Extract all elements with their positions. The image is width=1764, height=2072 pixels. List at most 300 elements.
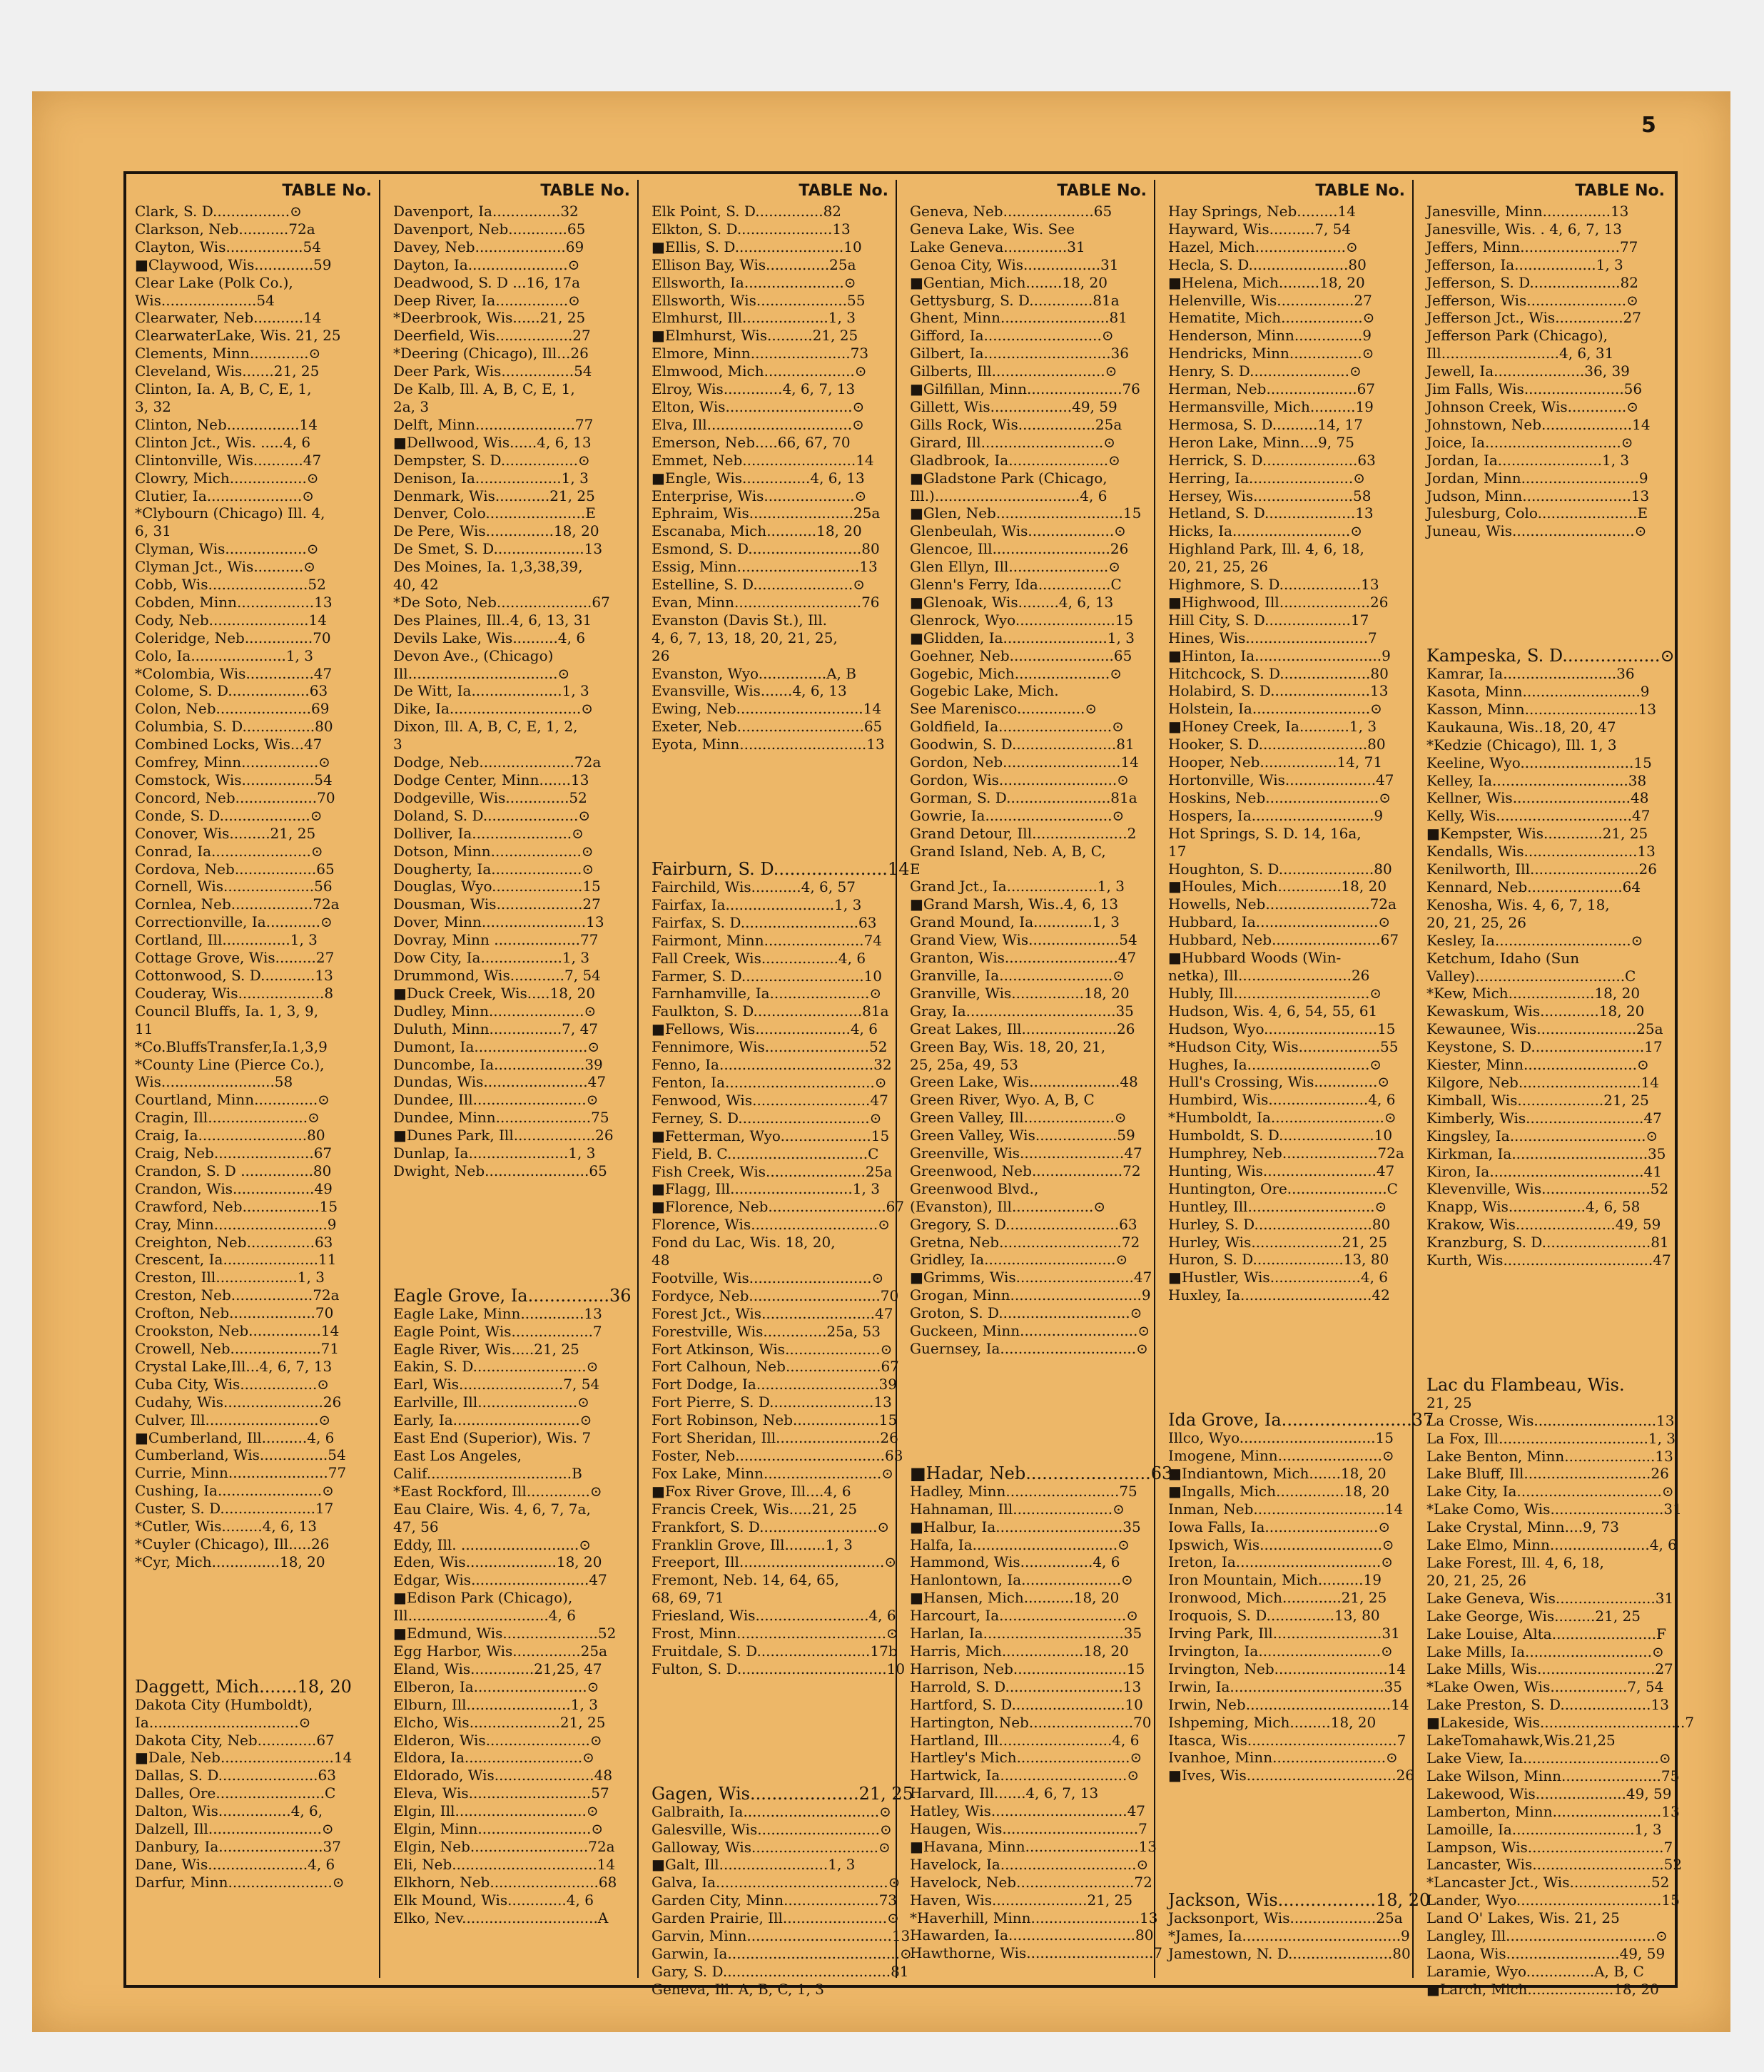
station-entry: Essig, Minn...........................13	[652, 558, 878, 576]
station-entry: 68, 69, 71	[652, 1589, 724, 1607]
station-entry: E	[910, 860, 921, 878]
station-entry: Ironwood, Mich.............21, 25	[1168, 1589, 1387, 1607]
station-entry: La Crosse, Wis...........................13	[1426, 1411, 1675, 1429]
station-entry: Dodgeville, Wis..............52	[393, 788, 587, 806]
station-entry: *Haverhill, Minn........................13	[910, 1909, 1158, 1926]
station-entry: Jackson, Wis..................18, 20	[1168, 1890, 1431, 1911]
station-entry: Fairfax, Ia........................1, 3	[652, 895, 862, 913]
station-entry: Clear Lake (Polk Co.),	[135, 273, 293, 291]
station-entry: De Smet, S. D....................13	[393, 540, 603, 558]
station-entry: Dakota City, Neb.............67	[135, 1731, 335, 1749]
station-entry: Gordon, Wis..........................⊙	[910, 771, 1129, 788]
station-entry: Dudley, Minn.....................⊙	[393, 1002, 597, 1020]
station-entry: Lake Crystal, Minn....9, 73	[1426, 1518, 1619, 1536]
station-entry: Kamrar, Ia.........................36	[1426, 665, 1635, 683]
station-entry: Hartland, Ill.........................4, 6	[910, 1731, 1140, 1749]
station-entry: Hunting, Wis.........................47	[1168, 1162, 1395, 1179]
station-entry: Dover, Minn.......................13	[393, 913, 604, 931]
station-entry: Ia.................................⊙	[135, 1713, 311, 1731]
station-entry: Lake Forest, Ill. 4, 6, 18,	[1426, 1554, 1604, 1571]
station-entry: Jefferson, S. D....................82	[1426, 273, 1638, 291]
station-entry: Lac du Flambeau, Wis.	[1426, 1374, 1625, 1395]
station-entry: Gogebic Lake, Mich.	[910, 682, 1059, 700]
station-entry: Kenilworth, Ill........................26	[1426, 860, 1657, 878]
station-entry: Hull's Crossing, Wis..............⊙	[1168, 1073, 1390, 1091]
station-entry: *Cutler, Wis.........4, 6, 13	[135, 1518, 317, 1535]
station-entry: Elkton, S. D.....................13	[652, 220, 851, 238]
station-entry: Juneau, Wis...........................⊙	[1426, 522, 1647, 540]
station-entry: Council Bluffs, Ia. 1, 3, 9,	[135, 1002, 319, 1020]
station-entry: Fordyce, Neb.............................70	[652, 1286, 899, 1304]
station-entry: Dundas, Wis.......................47	[393, 1073, 607, 1091]
station-entry: Elva, Ill................................⊙	[652, 415, 864, 433]
station-entry: ■Glidden, Ia.......................1, 3	[910, 629, 1135, 646]
station-entry: Crystal Lake,Ill...4, 6, 7, 13	[135, 1357, 333, 1375]
station-entry: Ishpeming, Mich.........18, 20	[1168, 1713, 1377, 1731]
station-entry: Janesville, Wis. . 4, 6, 7, 13	[1426, 220, 1623, 238]
station-entry: ■Dellwood, Wis......4, 6, 13	[393, 433, 592, 451]
station-entry: 26	[652, 646, 670, 664]
station-entry: Clark, S. D.................⊙	[135, 203, 302, 220]
station-entry: Hurley, S. D..........................80	[1168, 1215, 1391, 1233]
station-entry: ■Houles, Mich..............18, 20	[1168, 878, 1387, 895]
station-entry: Dayton, Ia......................⊙	[393, 255, 580, 273]
station-entry: Dike, Ia.............................⊙	[393, 700, 594, 718]
station-entry: Hermansville, Mich..........19	[1168, 397, 1374, 415]
station-entry: Illco, Wyo..............................15	[1168, 1429, 1394, 1447]
station-entry: ■Hansen, Mich...........18, 20	[910, 1589, 1120, 1607]
station-entry: Crandon, S. D ................80	[135, 1162, 332, 1179]
station-entry: Lamberton, Minn........................13	[1426, 1802, 1680, 1820]
station-entry: Hurley, Wis....................21, 25	[1168, 1233, 1388, 1251]
station-entry: Hematite, Mich..................⊙	[1168, 309, 1375, 327]
station-entry: Forestville, Wis..............25a, 53	[652, 1322, 881, 1340]
station-entry: Kiron, Ia..................................41	[1426, 1162, 1662, 1180]
station-entry: 21, 25	[1426, 1393, 1472, 1411]
station-entry: Clayton, Wis.................54	[135, 238, 321, 255]
station-entry: Jeffers, Minn......................77	[1426, 238, 1638, 255]
station-entry: Darfur, Minn.......................⊙	[135, 1873, 345, 1891]
station-entry: ■Grand Marsh, Wis..4, 6, 13	[910, 895, 1119, 913]
station-entry: Gordon, Neb..........................14	[910, 753, 1139, 771]
station-entry: Crowell, Neb....................71	[135, 1340, 340, 1357]
station-entry: Galva, Ia......................................⊙	[652, 1874, 901, 1891]
station-entry: Hayward, Wis..........7, 54	[1168, 220, 1352, 238]
station-entry: *Deerbrook, Wis......21, 25	[393, 309, 586, 327]
station-entry: Henderson, Minn...............9	[1168, 327, 1372, 345]
station-entry: Delft, Minn......................77	[393, 415, 594, 433]
station-entry: Dodge Center, Minn.......13	[393, 771, 589, 788]
station-entry: ■Larch, Mich...................18, 20	[1426, 1980, 1659, 1998]
station-entry: Ill.................................⊙	[393, 664, 570, 682]
station-entry: Holabird, S. D......................13	[1168, 682, 1389, 700]
station-entry: ■Fetterman, Wyo....................15	[652, 1127, 890, 1144]
station-entry: Jefferson, Ia..................1, 3	[1426, 255, 1623, 273]
station-entry: Lake Geneva..............31	[910, 238, 1085, 255]
station-entry: ■Grimms, Wis..........................47	[910, 1269, 1152, 1286]
station-entry: Dundee, Minn.....................75	[393, 1109, 609, 1127]
station-entry: See Marenisco...............⊙	[910, 700, 1098, 718]
station-entry: Francis Creek, Wis.....21, 25	[652, 1500, 858, 1518]
station-entry: Kranzburg, S. D........................81	[1426, 1234, 1669, 1251]
station-entry: ■Lakeside, Wis................................7	[1426, 1714, 1695, 1732]
station-entry: Craig, Neb......................67	[135, 1144, 333, 1162]
station-entry: Egg Harbor, Wis...............25a	[393, 1642, 608, 1660]
station-entry: Fond du Lac, Wis. 18, 20,	[652, 1234, 836, 1251]
station-entry: Huntley, Ill............................⊙	[1168, 1197, 1387, 1215]
station-entry: ■Hustler, Wis....................4, 6	[1168, 1269, 1389, 1286]
station-entry: Cudahy, Wis......................26	[135, 1393, 342, 1411]
station-entry: Eakin, S. D.........................⊙	[393, 1358, 599, 1376]
station-entry: Irving Park, Ill........................31	[1168, 1625, 1400, 1642]
station-entry: Crandon, Wis..................49	[135, 1179, 333, 1197]
station-entry: Elk Mound, Wis.............4, 6	[393, 1891, 594, 1909]
station-entry: ■Honey Creek, Ia...........1, 3	[1168, 718, 1377, 736]
station-entry: Hubly, Ill..............................⊙	[1168, 984, 1382, 1002]
station-entry: Cleveland, Wis.......21, 25	[135, 362, 320, 380]
station-entry: Custer, S. D.....................17	[135, 1500, 334, 1518]
station-entry: Dixon, Ill. A, B, C, E, 1, 2,	[393, 718, 578, 736]
station-entry: Harlan, Ia...............................35	[910, 1625, 1142, 1642]
station-entry: ■Fellows, Wis.....................4, 6	[652, 1020, 878, 1038]
station-entry: Fall Creek, Wis.................4, 6	[652, 949, 866, 967]
station-entry: Exeter, Neb............................65	[652, 718, 883, 736]
station-entry: Guckeen, Minn..........................⊙	[910, 1322, 1150, 1340]
station-entry: Dalles, Ore........................C	[135, 1784, 336, 1802]
station-entry: ■Engle, Wis...............4, 6, 13	[652, 469, 865, 487]
station-entry: Wis.........................58	[135, 1073, 293, 1091]
station-entry: Eyota, Minn............................13	[652, 736, 885, 753]
station-entry: Holstein, Ia..........................⊙	[1168, 700, 1382, 718]
station-entry: Lake Preston, S. D....................13	[1426, 1696, 1669, 1714]
station-entry: Ipswich, Wis...........................⊙	[1168, 1535, 1394, 1553]
column-6	[1418, 180, 1695, 1998]
station-entry: Jefferson, Wis......................⊙	[1426, 291, 1638, 309]
station-entry: Helenville, Wis.................27	[1168, 291, 1372, 309]
station-entry: Clyman Jct., Wis...........⊙	[135, 558, 316, 576]
station-entry: Galesville, Wis...........................⊙	[652, 1820, 892, 1838]
station-entry: Frost, Minn.................................⊙	[652, 1625, 898, 1642]
station-entry: Geneva Lake, Wis. See	[910, 220, 1075, 238]
station-entry: Eddy, Ill. ..........................⊙	[393, 1535, 592, 1553]
station-entry: Conover, Wis.........21, 25	[135, 824, 316, 842]
station-entry: Lakewood, Wis....................49, 59	[1426, 1784, 1672, 1802]
station-entry: ■Florence, Neb..........................67	[652, 1198, 905, 1216]
station-entry: Heron Lake, Minn....9, 75	[1168, 433, 1354, 451]
station-entry: Inman, Neb.............................14	[1168, 1500, 1404, 1518]
station-entry: Dempster, S. D.................⊙	[393, 451, 590, 469]
station-entry: Grand Jct., Ia....................1, 3	[910, 878, 1125, 895]
station-entry: ■Claywood, Wis.............59	[135, 255, 332, 273]
station-entry: Hay Springs, Neb.........14	[1168, 203, 1356, 220]
station-entry: Kingsley, Ia..............................⊙	[1426, 1127, 1658, 1144]
station-entry: Eagle Point, Wis..................7	[393, 1322, 602, 1340]
table-number-header: TABLE No.	[1315, 182, 1405, 200]
station-entry: Crofton, Neb...................70	[135, 1304, 334, 1322]
station-entry: Green River, Wyo. A, B, C	[910, 1091, 1095, 1109]
station-entry: Faulkton, S. D........................81a	[652, 1002, 889, 1020]
station-entry: Elton, Wis............................⊙	[652, 397, 865, 415]
station-entry: Deadwood, S. D ...16, 17a	[393, 273, 581, 291]
station-entry: Glenrock, Wyo......................15	[910, 611, 1134, 629]
station-entry: Dotson, Minn....................⊙	[393, 842, 594, 860]
station-entry: Irwin, Ia..................................35	[1168, 1677, 1402, 1695]
station-entry: Irvington, Ia...........................⊙	[1168, 1642, 1393, 1660]
station-entry: Elkhorn, Neb........................68	[393, 1873, 617, 1891]
station-entry: Hanlontown, Ia......................⊙	[910, 1571, 1133, 1589]
station-entry: Goldfield, Ia.........................⊙	[910, 718, 1124, 736]
station-entry: Irvington, Neb.........................14	[1168, 1660, 1406, 1677]
station-entry: Hammond, Wis................4, 6	[910, 1553, 1120, 1571]
station-entry: Hicks, Ia..........................⊙	[1168, 522, 1363, 540]
station-entry: Freeport, Ill................................⊙	[652, 1553, 897, 1571]
station-entry: *Cuyler (Chicago), Ill.....26	[135, 1535, 330, 1553]
station-entry: Elmwood, Mich....................⊙	[652, 362, 867, 380]
station-entry: Kasson, Minn.........................13	[1426, 700, 1657, 718]
station-entry: Haugen, Wis..............................7	[910, 1820, 1147, 1838]
station-entry: Hughes, Ia...........................⊙	[1168, 1055, 1382, 1073]
station-entry: Wis.....................54	[135, 291, 275, 309]
station-entry: Dunlap, Ia......................1, 3	[393, 1144, 596, 1162]
station-entry: Eldora, Ia..........................⊙	[393, 1749, 594, 1767]
station-entry: Fulton, S. D.................................10	[652, 1660, 906, 1677]
station-entry: Cobb, Wis......................52	[135, 576, 326, 594]
station-entry: Fish Creek, Wis......................25a	[652, 1162, 893, 1180]
station-entry: Elgin, Minn.........................⊙	[393, 1820, 604, 1838]
station-entry: Cornlea, Neb..................72a	[135, 895, 340, 913]
station-entry: Keystone, S. D.........................17	[1426, 1038, 1663, 1056]
station-entry: Valley).................................C	[1426, 967, 1636, 985]
station-entry: Culver, Ill.........................⊙	[135, 1411, 331, 1428]
station-entry: (Evanston), Ill..................⊙	[910, 1197, 1106, 1215]
station-entry: Granville, Ia.........................⊙	[910, 966, 1125, 984]
station-entry: ■Gilfillan, Minn.....................76	[910, 380, 1140, 398]
table-number-header: TABLE No.	[540, 182, 630, 200]
station-entry: Itasca, Wis.................................7	[1168, 1731, 1406, 1749]
station-entry: Highmore, S. D..................13	[1168, 576, 1379, 594]
station-entry: 40, 42	[393, 576, 439, 594]
station-entry: Jordan, Minn..........................9	[1426, 469, 1648, 487]
station-entry: Hendricks, Minn................⊙	[1168, 345, 1374, 362]
station-entry: Jefferson Jct., Wis...............27	[1426, 309, 1642, 327]
column-5	[1160, 180, 1434, 1978]
station-entry: Iron Mountain, Mich..........19	[1168, 1571, 1382, 1589]
station-entry: Hartington, Neb.......................70	[910, 1713, 1152, 1731]
station-entry: ■Helena, Mich.........18, 20	[1168, 273, 1365, 291]
station-entry: Hetland, S. D....................13	[1168, 504, 1374, 522]
station-entry: ■Ellis, S. D........................10	[652, 238, 862, 255]
station-entry: Jacksonport, Wis...................25a	[1168, 1909, 1403, 1927]
station-entry: Glencoe, Ill..........................26	[910, 540, 1129, 558]
station-entry: *County Line (Pierce Co.),	[135, 1055, 325, 1073]
station-entry: Imogene, Minn.......................⊙	[1168, 1447, 1394, 1464]
station-entry: Iowa Falls, Ia.........................⊙	[1168, 1518, 1391, 1535]
station-entry: Guernsey, Ia..............................⊙	[910, 1340, 1148, 1357]
station-entry: Evan, Minn............................76	[652, 593, 880, 611]
station-index-table	[123, 171, 1695, 1998]
station-entry: Cornell, Wis....................56	[135, 878, 333, 895]
station-entry: Gowrie, Ia............................⊙	[910, 806, 1125, 824]
station-entry: Lancaster, Wis.............................52	[1426, 1856, 1683, 1874]
station-entry: Great Lakes, Ill.....................26	[910, 1020, 1135, 1037]
station-entry: Eleva, Wis...........................57	[393, 1784, 609, 1802]
station-entry: Land O' Lakes, Wis. 21, 25	[1426, 1909, 1620, 1927]
station-entry: Friesland, Wis.........................4, 6	[652, 1607, 896, 1625]
station-entry: *Humboldt, Ia.........................⊙	[1168, 1109, 1396, 1127]
station-entry: Lake Mills, Wis..........................27	[1426, 1660, 1673, 1678]
station-entry: ■Duck Creek, Wis.....18, 20	[393, 984, 596, 1002]
station-entry: Gilbert, Ia............................36	[910, 345, 1130, 362]
station-entry: Elk Point, S. D...............82	[652, 203, 842, 220]
station-entry: Girard, Ill...........................⊙	[910, 433, 1116, 451]
station-entry: Crookston, Neb................14	[135, 1322, 340, 1340]
station-entry: 25, 25a, 49, 53	[910, 1055, 1018, 1073]
station-entry: Dodge, Neb.....................72a	[393, 753, 602, 771]
station-entry: Dumont, Ia.........................⊙	[393, 1037, 600, 1055]
station-entry: Clinton Jct., Wis. .....4, 6	[135, 433, 311, 451]
station-entry: Garden City, Minn.....................73	[652, 1891, 898, 1909]
station-entry: ■Fox River Grove, Ill....4, 6	[652, 1482, 851, 1500]
station-entry: Daggett, Mich.......18, 20	[135, 1676, 352, 1697]
station-entry: Edgar, Wis..........................47	[393, 1571, 607, 1589]
station-entry: 6, 31	[135, 522, 171, 540]
station-entry: Julesburg, Colo......................E	[1426, 504, 1648, 522]
station-entry: East Los Angeles,	[393, 1447, 522, 1464]
station-entry: Glenn's Ferry, Ida................C	[910, 576, 1122, 594]
station-entry: Hartford, S. D.........................10	[910, 1695, 1143, 1713]
station-entry: Craig, Ia........................80	[135, 1127, 325, 1144]
station-entry: Lake Wilson, Minn......................75	[1426, 1767, 1680, 1784]
station-entry: Duncombe, Ia....................39	[393, 1055, 603, 1073]
station-entry: Cragin, Ill......................⊙	[135, 1109, 320, 1127]
station-entry: Kaukauna, Wis..18, 20, 47	[1426, 718, 1616, 736]
station-entry: Green Lake, Wis....................48	[910, 1073, 1138, 1091]
station-entry: Des Plaines, Ill..4, 6, 13, 31	[393, 611, 592, 629]
station-entry: Harris, Mich..................18, 20	[910, 1642, 1129, 1660]
station-entry: Lake Elmo, Minn......................4, 6	[1426, 1536, 1677, 1554]
table-number-header: TABLE No.	[1057, 182, 1147, 200]
station-entry: Hubbard, Ia...........................⊙	[1168, 913, 1391, 931]
station-entry: Crescent, Ia.....................11	[135, 1251, 337, 1269]
station-entry: Hortonville, Wis....................47	[1168, 771, 1394, 788]
station-entry: Kendalls, Wis.........................13	[1426, 843, 1656, 860]
station-entry: La Fox, Ill.................................1, 3	[1426, 1429, 1676, 1447]
station-entry: Fairchild, Wis...........4, 6, 57	[652, 878, 856, 895]
station-entry: Des Moines, Ia. 1,3,38,39,	[393, 558, 583, 576]
station-entry: Cobden, Minn.................13	[135, 593, 333, 611]
station-entry: Jim Falls, Wis......................56	[1426, 380, 1643, 398]
station-entry: Cuba City, Wis.................⊙	[135, 1375, 330, 1393]
station-entry: 3	[393, 736, 402, 753]
station-entry: Lake Benton, Minn....................13	[1426, 1447, 1673, 1465]
station-entry: Geneva, Neb....................65	[910, 203, 1112, 220]
station-entry: ■Edmund, Wis.....................52	[393, 1625, 617, 1642]
station-entry: Devon Ave., (Chicago)	[393, 646, 554, 664]
column-4	[901, 180, 1173, 1978]
station-entry: Knapp, Wis.................4, 6, 58	[1426, 1198, 1641, 1216]
station-entry: Laramie, Wyo...............A, B, C	[1426, 1962, 1644, 1980]
station-entry: Kewaskum, Wis.............18, 20	[1426, 1002, 1645, 1020]
station-entry: Gettysburg, S. D..............81a	[910, 291, 1120, 309]
station-entry: Kewaunee, Wis......................25a	[1426, 1020, 1663, 1038]
station-entry: ClearwaterLake, Wis. 21, 25	[135, 327, 341, 345]
station-entry: Lake Bluff, Ill............................26	[1426, 1465, 1669, 1483]
station-entry: Gilberts, Ill.........................⊙	[910, 362, 1117, 380]
station-entry: Foster, Neb.................................63	[652, 1447, 903, 1464]
station-entry: Grand View, Wis....................54	[910, 931, 1137, 949]
station-entry: *East Rockford, Ill..............⊙	[393, 1482, 602, 1500]
station-entry: Dovray, Minn ...................77	[393, 931, 599, 949]
station-entry: Galloway, Wis............................⊙	[652, 1838, 891, 1856]
station-entry: Eagle River, Wis.....21, 25	[393, 1340, 579, 1358]
station-entry: ■Halbur, Ia............................35	[910, 1518, 1141, 1535]
station-entry: Fenwood, Wis..........................47	[652, 1091, 888, 1109]
station-entry: Kellner, Wis..........................48	[1426, 789, 1649, 807]
station-entry: Gladbrook, Ia......................⊙	[910, 451, 1120, 469]
station-entry: Eden, Wis....................18, 20	[393, 1553, 602, 1571]
station-entry: ■Edison Park (Chicago),	[393, 1589, 573, 1607]
station-entry: Dousman, Wis...................27	[393, 895, 601, 913]
station-entry: Houghton, S. D.....................80	[1168, 860, 1392, 878]
station-entry: Douglas, Wyo....................15	[393, 878, 601, 895]
station-entry: *Lake Owen, Wis.................7, 54	[1426, 1678, 1664, 1696]
station-entry: Hawthorne, Wis............................7	[910, 1944, 1163, 1962]
station-entry: Elburn, Ill.......................1, 3	[393, 1695, 598, 1713]
station-entry: Grand Mound, Ia.............1, 3	[910, 913, 1120, 931]
station-entry: Combined Locks, Wis...47	[135, 736, 323, 753]
station-entry: Dougherty, Ia....................⊙	[393, 860, 594, 878]
station-entry: Kiester, Minn.........................⊙	[1426, 1056, 1649, 1074]
station-entry: Deerfield, Wis.................27	[393, 327, 591, 345]
station-entry: Hecla, S. D......................80	[1168, 255, 1367, 273]
station-entry: Creston, Neb..................72a	[135, 1286, 340, 1304]
station-entry: Havelock, Neb..........................72	[910, 1873, 1152, 1891]
station-entry: East End (Superior), Wis. 7	[393, 1429, 592, 1447]
station-entry: Gretna, Neb...........................72	[910, 1233, 1140, 1251]
station-entry: Haven, Wis.....................21, 25	[910, 1891, 1133, 1909]
station-entry: Ellsworth, Wis....................55	[652, 291, 866, 309]
station-entry: Deer Park, Wis................54	[393, 362, 592, 380]
station-entry: Colome, S. D..................63	[135, 682, 328, 700]
station-entry: Comstock, Wis................54	[135, 771, 333, 788]
station-entry: Cray, Minn.........................9	[135, 1215, 337, 1233]
station-entry: Deep River, Ia................⊙	[393, 291, 580, 309]
station-entry: 20, 21, 25, 26	[1168, 558, 1268, 576]
station-entry: Henry, S. D......................⊙	[1168, 362, 1362, 380]
station-entry: Fruitdale, S. D.........................17b	[652, 1642, 898, 1660]
station-entry: Clarkson, Neb...........72a	[135, 220, 315, 238]
station-entry: Hahnaman, Ill......................⊙	[910, 1500, 1125, 1518]
station-entry: Judson, Minn........................13	[1426, 487, 1650, 504]
station-entry: Correctionville, Ia............⊙	[135, 913, 333, 931]
station-entry: Lander, Wyo................................15	[1426, 1891, 1680, 1909]
station-entry: 2a, 3	[393, 397, 430, 415]
station-entry: Enterprise, Wis....................⊙	[652, 487, 867, 504]
station-entry: *Hudson City, Wis..................55	[1168, 1037, 1399, 1055]
station-entry: Conde, S. D....................⊙	[135, 806, 323, 824]
station-entry: Evanston, Wyo...............A, B	[652, 664, 856, 682]
station-entry: De Pere, Wis...............18, 20	[393, 522, 599, 540]
station-entry: Harrold, S. D..........................13	[910, 1677, 1142, 1695]
station-entry: Herring, Ia.......................⊙	[1168, 469, 1365, 487]
station-entry: Kennard, Neb.....................64	[1426, 878, 1641, 895]
station-entry: ■Elmhurst, Wis..........21, 25	[652, 327, 858, 345]
station-entry: Davenport, Neb.............65	[393, 220, 586, 238]
station-entry: Garden Prairie, Ill.......................⊙	[652, 1909, 899, 1927]
station-entry: Hartley's Mich.........................⊙	[910, 1749, 1142, 1767]
station-entry: Gogebic, Mich.....................⊙	[910, 664, 1122, 682]
station-entry: Hawarden, Ia............................80	[910, 1926, 1154, 1944]
